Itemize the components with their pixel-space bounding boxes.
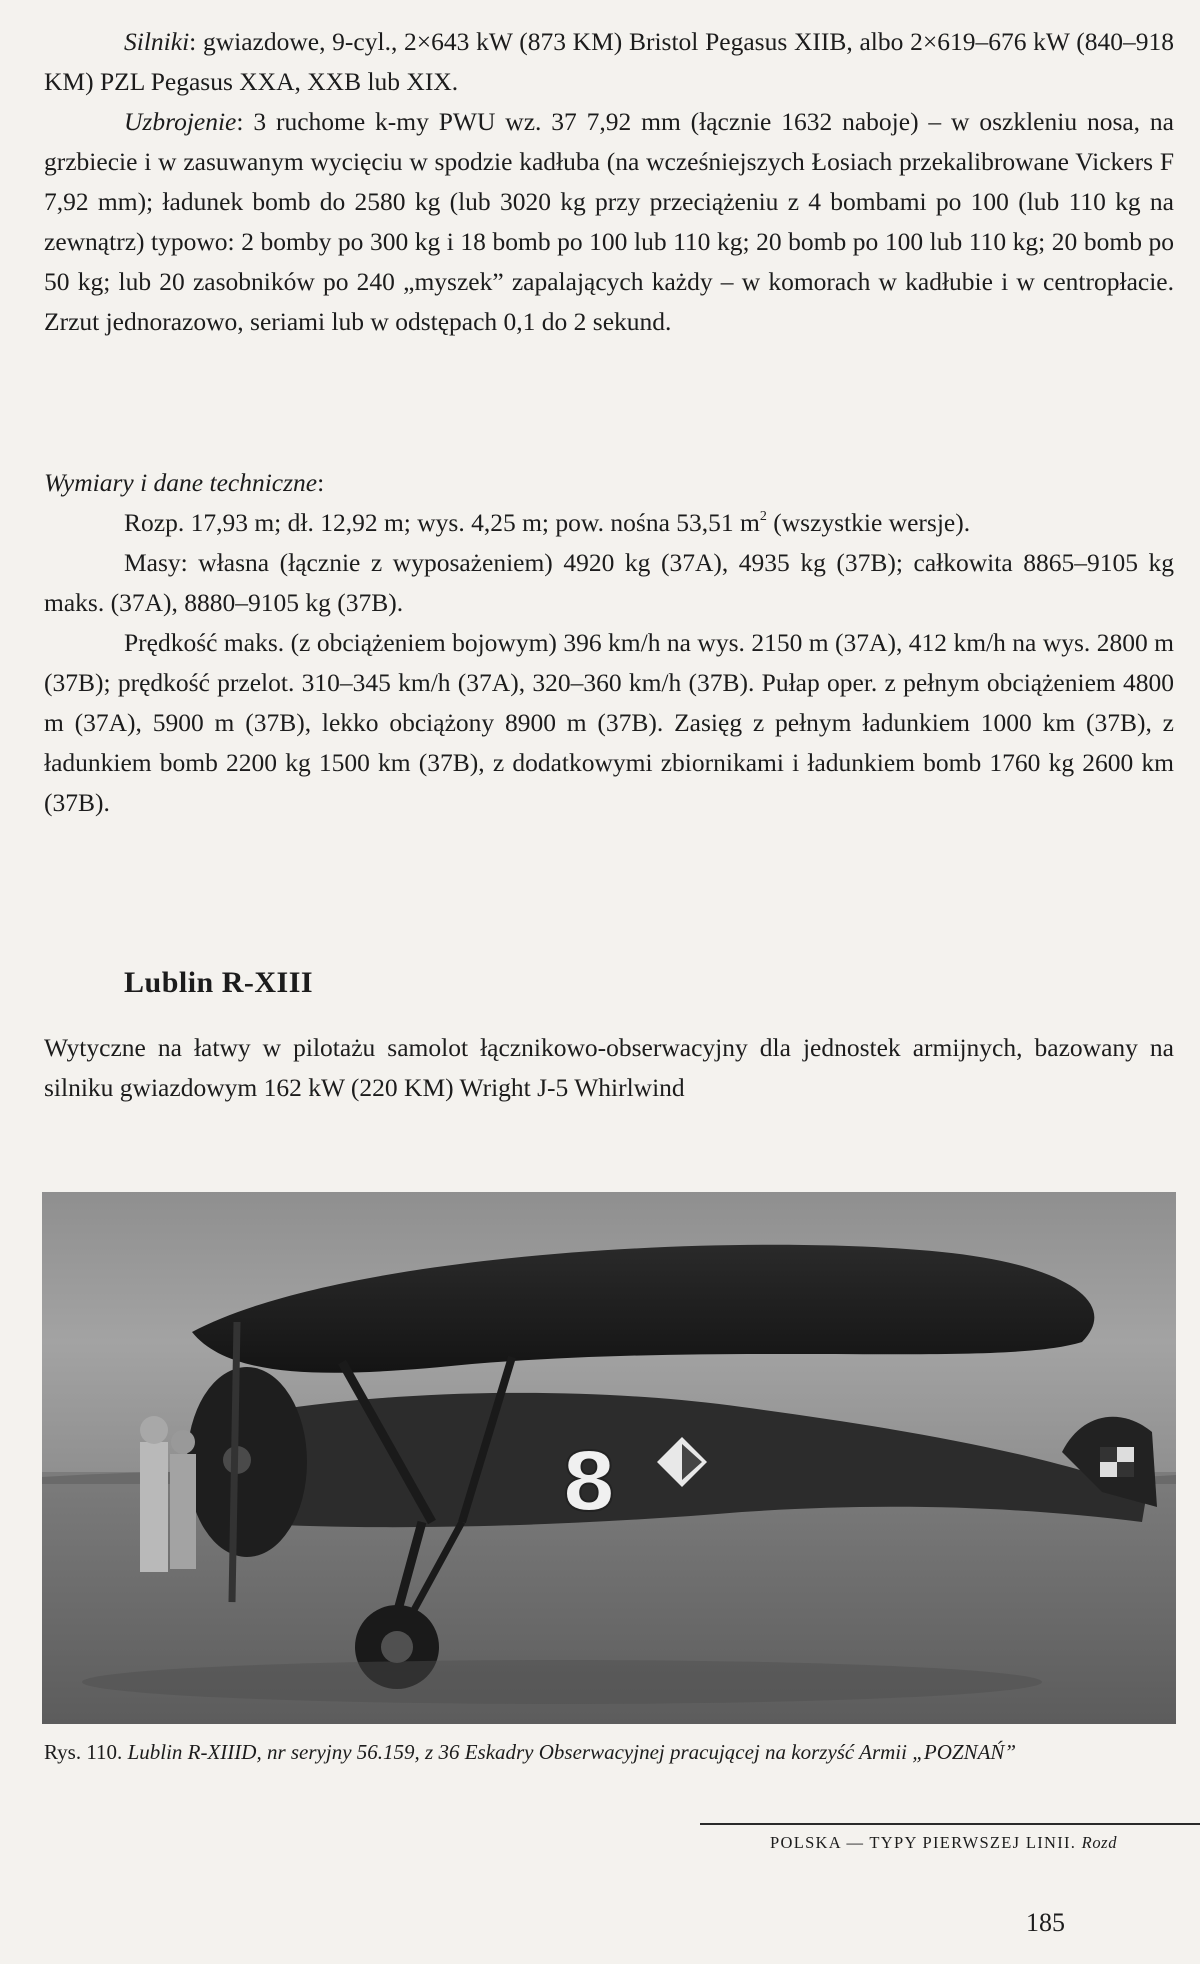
fuselage-number: 8 [561, 1436, 617, 1529]
main-wheel-hub [381, 1631, 413, 1663]
running-head [770, 1833, 1200, 1853]
propeller-blade [232, 1322, 237, 1602]
running-head-text: POLSKA — TYPY PIERWSZEJ LINII. [770, 1833, 1082, 1852]
caption-label: Rys. 110. [44, 1740, 123, 1764]
dimensions-block [44, 463, 1174, 823]
engines-text: : gwiazdowe, 9-cyl., 2×643 kW (873 KM) Bristol Pegasus XIIB, albo 2×619–676 kW (840–918 KM) PZL Pegasus XXA, XXB lub XIX. [44, 27, 1174, 96]
footer-rule [700, 1823, 1200, 1825]
dimensions-heading-colon: : [317, 468, 325, 497]
checkerboard-square-1 [1100, 1447, 1117, 1462]
running-head-tail: Rozd [1081, 1833, 1118, 1852]
armament-paragraph [44, 102, 1174, 342]
armament-text: : 3 ruchome k-my PWU wz. 37 7,92 mm (łącznie 1632 naboje) – w oszkleniu nosa, na grzbiecie i w zasuwanym wycięciu w spodzie kadłuba (na wcześniejszych Łosiach przekalibrowane Vickers F 7,92 mm); ładunek bomb do 2580 kg (lub 3020 kg przy przeciążeniu z 4 bombami po 100 (lub 110 kg na zewnątrz) typowo: 2 bomby po 300 kg i 18 bomb po 100 lub 110 kg; 20 bomb po 100 lub 110 kg; 20 bomb po 50 kg; lub 20 zasobników po 240 „myszek” zapalających każdy – w komorach w kadłubie i w centropłacie. Zrzut jednorazowo, seriami lub w odstępach 0,1 do 2 sekund. [44, 107, 1174, 336]
figure-caption [44, 1737, 1174, 1768]
masses-paragraph: Masy: własna (łącznie z wyposażeniem) 4920 kg (37A), 4935 kg (37B); całkowita 8865–9105 kg maks. (37A), 8880–9105 kg (37B). [44, 548, 1174, 617]
section-intro-paragraph: Wytyczne na łatwy w pilotażu samolot łącznikowo-obserwacyjny dla jednostek armijnych, bazowany na silniku gwiazdowym 162 kW (220 KM) Wright J-5 Whirlwind [44, 1033, 1174, 1102]
area-superscript: 2 [759, 509, 767, 524]
speed-paragraph: Prędkość maks. (z obciążeniem bojowym) 396 km/h na wys. 2150 m (37A), 412 km/h na wys. 2800 m (37B); prędkość przelot. 310–345 km/h (37A), 320–360 km/h (37B). Pułap oper. z pełnym obciążeniem 4800 m (37A), 5900 m (37B), lekko obciążony 8900 m (37B). Zasięg z pełnym ładunkiem 1000 km (37B), z ładunkiem bomb 2200 kg 1500 km (37B), z dodatkowymi zbiornikami i ładunkiem bomb 1760 kg 2600 km (37B). [44, 628, 1174, 817]
person-2-body [170, 1454, 196, 1569]
page-number: 185 [1026, 1908, 1065, 1937]
person-2-head [171, 1430, 195, 1454]
dimensions-heading [44, 463, 1174, 503]
aircraft-illustration [42, 1192, 1176, 1724]
dimensions-text: Rozp. 17,93 m; dł. 12,92 m; wys. 4,25 m; pow. nośna 53,51 m [124, 508, 760, 537]
dimensions-heading-text: Wymiary i dane techniczne [44, 468, 318, 497]
person-1-head [140, 1416, 168, 1444]
engines-paragraph [44, 22, 1174, 102]
checkerboard-square-2 [1117, 1462, 1134, 1477]
section-title: Lublin R-XIII [124, 966, 314, 999]
aircraft-shadow [82, 1660, 1042, 1704]
engines-label: Silniki [124, 27, 190, 56]
section-intro-block [44, 1028, 1174, 1108]
aircraft-photo [42, 1192, 1176, 1724]
dimensions-paragraph [44, 503, 1174, 543]
dimensions-text-tail: (wszystkie wersje). [766, 508, 971, 537]
person-1-body [140, 1442, 168, 1572]
armament-label: Uzbrojenie [124, 107, 237, 136]
specs-block [44, 22, 1174, 342]
caption-text: Lublin R-XIIID, nr seryjny 56.159, z 36 Eskadry Obserwacyjnej pracującej na korzyść Armii „POZNAŃ” [122, 1740, 1017, 1764]
